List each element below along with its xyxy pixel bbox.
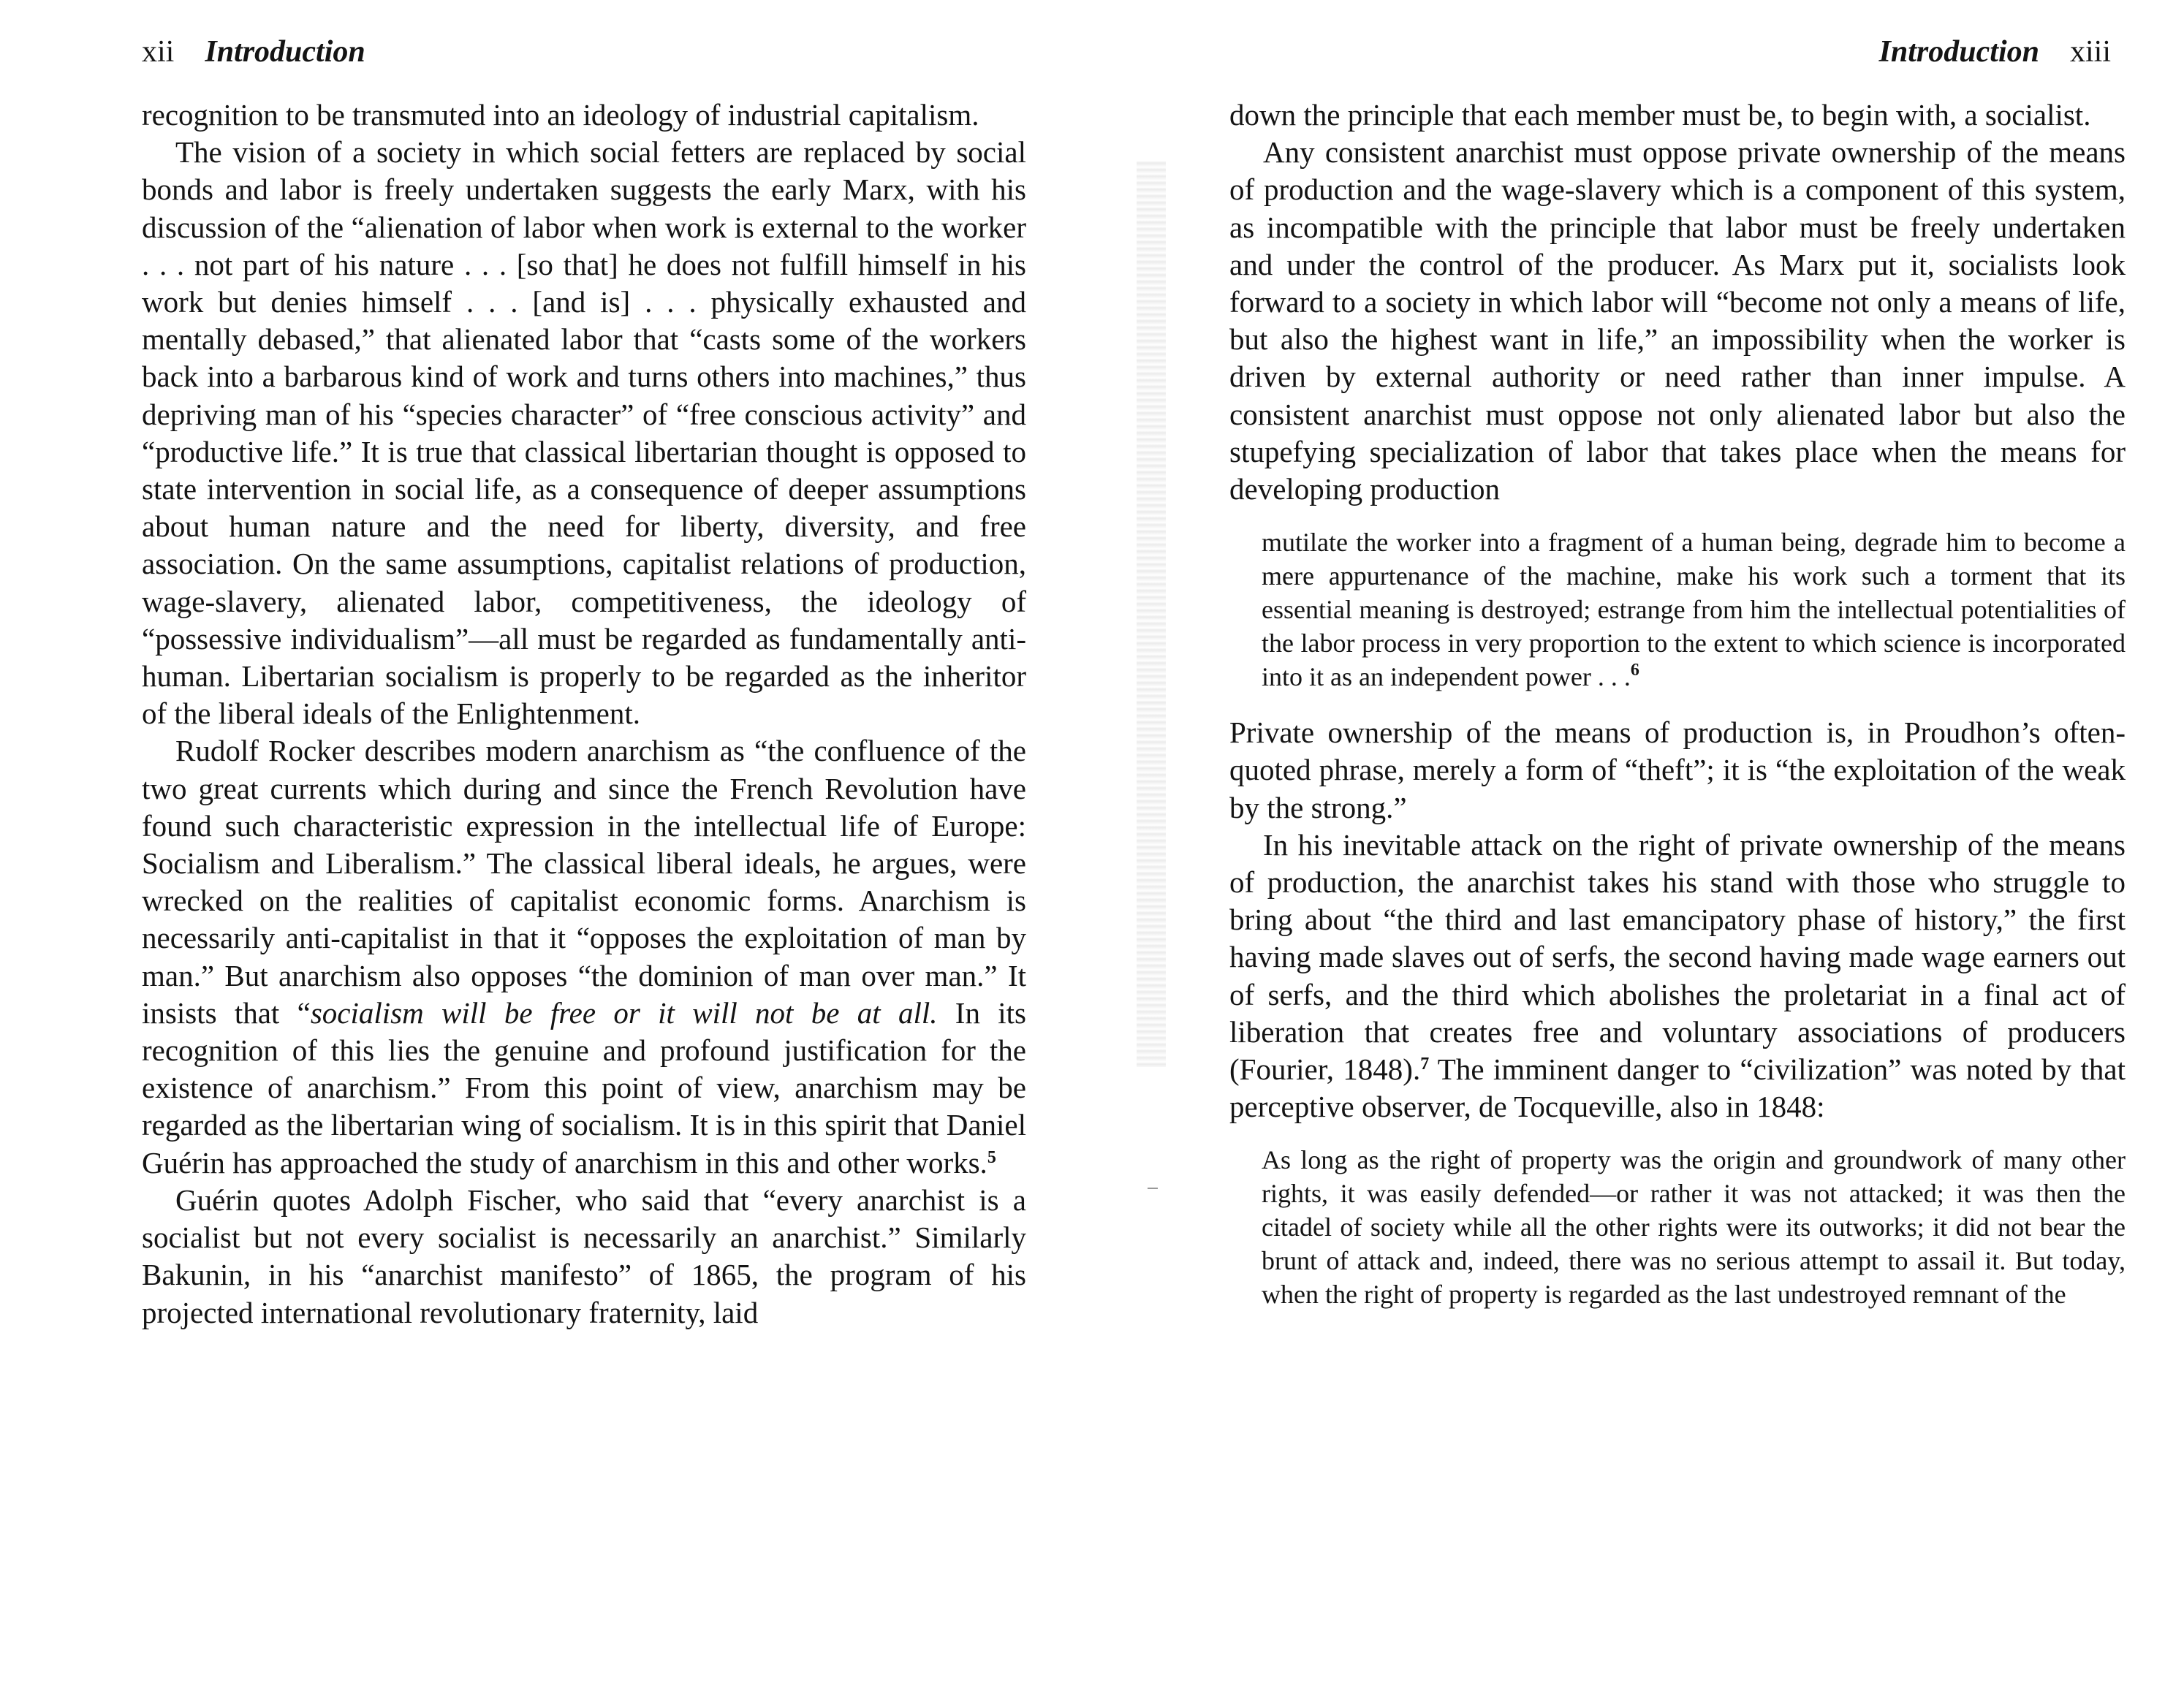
footnote-marker: 5 (987, 1147, 996, 1167)
right-folio: xiii (2069, 35, 2111, 69)
left-running-header (142, 34, 365, 70)
paragraph: Guérin quotes Adolph Fischer, who said that “every anarchist is a socialist but not every socialist is necessarily an anarchist.” Similarly Bakunin, in his “anarchist manifesto” of 1865, the program of his projected international revolutionary fraternity, laid (142, 1182, 1026, 1329)
footnote-marker: 7 (1420, 1055, 1430, 1074)
emphasis-text: socialism will be free or it will not be at all. (310, 995, 938, 1030)
quote-text: mutilate the worker into a fragment of a human being, degrade him to become a mere appurtenance of the machine, make his work such a torment that its essential meaning is destroyed; estrange from him the intellectual potentialities of the labor process in very proportion to the extent to which science is incorporated into it as an independent power . . . (1262, 528, 2126, 692)
right-header-title: Introduction (1878, 35, 2039, 69)
paragraph-text: In its recognition of this lies the genuine and profound justification for the existence of anarchism.” From this point of view, anarchism may be regarded as the libertarian wing of socialism. It is in this spirit that Daniel Guérin has approached the study of anarchism in this and other works. (142, 995, 1026, 1180)
right-page (1096, 0, 2184, 1705)
footnote-marker: 6 (1630, 661, 1639, 680)
paragraph-text: Rudolf Rocker describes modern anarchism as “the confluence of the two great currents which during and since the French Revolution have found such characteristic expression in the intellectual life of Europe: Socialism and Liberalism.” The classical liberal ideals, he argues, were wrecked on the realities of capitalist economic forms. Anarchism is necessarily anti-capitalist in that it “opposes the exploitation of man by man.” But anarchism also opposes “the dominion of man over man.” It insists that “ (142, 734, 1026, 1030)
paragraph (1229, 827, 2126, 1126)
paragraph: Private ownership of the means of production is, in Proudhon’s often-quoted phrase, merely a form of “theft”; it is “the exploitation of the weak by the strong.” (1229, 715, 2126, 824)
right-body-text (1229, 96, 2126, 1332)
left-body-text (142, 96, 1026, 1332)
paragraph: Any consistent anarchist must oppose private ownership of the means of production and the wage-slavery which is a component of this system, as incompatible with the principle that labor must be freely undertaken and under the control of the producer. As Marx put it, socialists look forward to a society in which labor will “become not only a means of life, but also the highest want in life,” an impossibility when the worker is driven by external authority or need rather than inner impulse. A consistent anarchist must oppose not only alienated labor but also the stupefying specialization of labor that takes place when the means for developing production (1229, 135, 2126, 506)
paragraph: The vision of a society in which social fetters are replaced by social bonds and labor is freely undertaken suggests the early Marx, with his discussion of the “alienation of labor when work is external to the worker . . . not part of his nature . . . [so that] he does not fulfill himself in his work but denies himself . . . [and is] . . . physically exhausted and mentally debased,” that alienated labor that “casts some of the workers back into a barbarous kind of work and turns others into machines,” thus depriving man of his “species character” of “free conscious activity” and “productive life.” It is true that classical libertarian thought is opposed to state intervention in social life, as a consequence of deeper assumptions about human nature and the need for liberty, diversity, and free association. On the same assumptions, capitalist relations of production, wage-slavery, alienated labor, competitiveness, the ideology of “possessive individualism”—all must be regarded as fundamentally anti-human. Libertarian socialism is properly to be regarded as the inheritor of the liberal ideals of the Enlightenment. (142, 135, 1026, 731)
block-quote: As long as the right of property was the origin and groundwork of many other rights, it was easily defended—or rather it was not attacked; it was then the citadel of society while all the other rights were its outworks; it did not bear the brunt of attack and, indeed, there was no serious attempt to assail it. But today, when the right of property is regarded as the last undestroyed remnant of the (1262, 1145, 2126, 1310)
left-page (0, 0, 1082, 1705)
left-folio: xii (142, 35, 175, 69)
right-running-header (1879, 34, 2111, 70)
paragraph: recognition to be transmuted into an ideology of industrial capitalism. (142, 98, 979, 132)
paragraph-text: The imminent danger to “civilization” was noted by that perceptive observer, de Tocqueville, also in 1848: (1229, 1052, 2126, 1124)
paragraph: down the principle that each member must be, to begin with, a socialist. (1229, 98, 2091, 132)
paragraph (142, 732, 1026, 1181)
left-header-title: Introduction (205, 35, 365, 69)
paragraph-text: In his inevitable attack on the right of private ownership of the means of production, the anarchist takes his stand with those who struggle to bring about “the third and last emancipatory phase of history,” the first having made slaves out of serfs, the second having made wage earners out of serfs, and the third which abolishes the proletariat in a final act of liberation that creates free and voluntary associations of producers (Fourier, 1848). (1229, 827, 2126, 1087)
block-quote (1262, 525, 2126, 694)
